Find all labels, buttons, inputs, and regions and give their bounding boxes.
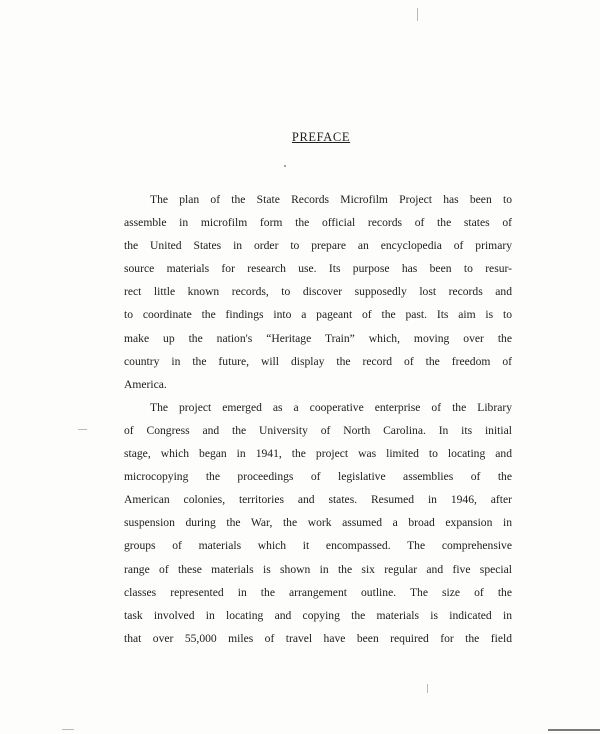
text-line: America. xyxy=(124,377,167,391)
text-line: range of these materials is shown in the six regular and five special xyxy=(124,562,512,576)
scan-mark xyxy=(62,729,74,730)
text-line: The project emerged as a cooperative enterprise of the Library xyxy=(150,400,512,414)
text-line: that over 55,000 miles of travel have been required for the field xyxy=(124,631,512,645)
text-line: of Congress and the University of North Carolina. In its initial xyxy=(124,423,512,437)
scan-mark xyxy=(427,684,428,693)
text-line: The plan of the State Records Microfilm Project has been to xyxy=(150,193,512,206)
scan-mark xyxy=(548,729,600,731)
text-line: to coordinate the findings into a pageant of the past. Its aim is to xyxy=(124,308,512,322)
scan-mark xyxy=(78,429,87,430)
text-line: groups of materials which it encompassed. The comprehensive xyxy=(124,539,512,553)
text-line: rect little known records, to discover supposedly lost records and xyxy=(124,285,512,299)
text-line: stage, which began in 1941, the project was limited to locating and xyxy=(124,447,512,461)
text-line: assemble in microfilm form the official records of the states of xyxy=(124,216,512,230)
text-line: suspension during the War, the work assumed a broad expansion in xyxy=(124,516,512,530)
text-line: country in the future, will display the record of the freedom of xyxy=(124,354,512,368)
text-line: microcopying the proceedings of legislative assemblies of the xyxy=(124,470,512,484)
text-line: the United States in order to prepare an encyclopedia of primary xyxy=(124,239,512,253)
page-title: PREFACE xyxy=(291,130,351,144)
scan-mark xyxy=(417,8,418,21)
text-line: source materials for research use. Its purpose has been to resur- xyxy=(124,262,512,276)
text-line: make up the nation's “Heritage Train” which, moving over the xyxy=(124,331,512,345)
text-line: American colonies, territories and states. Resumed in 1946, after xyxy=(124,493,512,507)
text-line: classes represented in the arrangement outline. The size of the xyxy=(124,585,512,599)
text-line: task involved in locating and copying the materials is indicated in xyxy=(124,608,512,622)
scan-dot xyxy=(284,165,286,167)
body-text xyxy=(124,188,512,650)
